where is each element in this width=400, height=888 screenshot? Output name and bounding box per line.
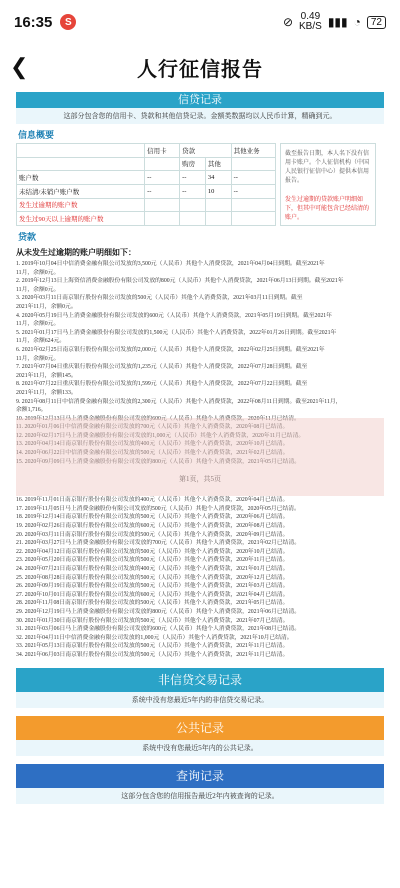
table-cell (231, 157, 275, 171)
loans-title: 贷款 (18, 232, 37, 242)
list-item: 24. 2020年07月21日南京银行股份有限公司发放的400元（人民币）其他个人消费贷款，2021年01月已结清。 (16, 566, 289, 572)
page-number: 第1页，共5页 (179, 475, 221, 484)
query-section-header: 查询记录 (16, 764, 384, 788)
credit-section-header: 信贷记录 (16, 92, 384, 108)
table-header-row (17, 144, 276, 158)
table-cell: 购房 (180, 157, 206, 171)
blurred-overlay (16, 418, 384, 496)
table-cell: 信用卡 (145, 144, 180, 158)
list-item: 11月，余额0元。 (16, 355, 60, 362)
summary-block (16, 143, 384, 226)
list-item: 11月，余额624元。 (16, 338, 66, 345)
list-item: 32. 2021年04月11日中信消费金融有限公司发放的1,000元（人民币）其他个人消费贷款，2021年10月已结清。 (16, 634, 293, 641)
table-cell: 其他 (205, 157, 231, 171)
list-item: 14. 2020年06月22日中信消费金融有限公司发放的500元（人民币）其他个人消费贷款，2021年02月已结清。 (16, 450, 289, 457)
summary-side-notes (280, 143, 376, 226)
loan-list-continued (16, 496, 384, 659)
list-item: 3. 2020年03月11日南京银行股份有限公司发放的500元（人民币）其他个人消费贷款，2021年03月11日到期。截至 (16, 295, 303, 302)
wifi-icon: ◔ (353, 15, 361, 29)
table-row (17, 198, 276, 212)
list-item: 15. 2020年09月09日马上消费金融股份有限公司发放的800元（人民币）其他个人消费贷款，2021年05月已结清。 (16, 458, 301, 465)
list-item: 18. 2019年12月14日南京银行股份有限公司发放的500元（人民币）其他个人消费贷款，2020年06月已结清。 (16, 514, 289, 521)
table-cell (145, 212, 180, 226)
list-item: 28. 2020年11月08日南京银行股份有限公司发放的500元（人民币）其他个人消费贷款，2021年05月已结清。 (16, 600, 289, 607)
table-cell: 发生过逾期的账户数 (17, 198, 145, 212)
table-cell (145, 157, 180, 171)
notification-icon: S (60, 14, 76, 30)
list-item: 11月，余额0元。 (16, 321, 60, 328)
list-item: 2021年11月，余额133。 (16, 389, 77, 396)
nav-bar (0, 44, 400, 90)
list-item: 33. 2021年05月13日南京银行股份有限公司发放的500元（人民币）其他个人消费贷款，2021年11月已结清。 (16, 643, 289, 650)
list-item: 25. 2020年08月28日南京银行股份有限公司发放的500元（人民币）其他个人消费贷款，2020年12月已结清。 (16, 574, 289, 581)
list-item: 34. 2021年06月03日南京银行股份有限公司发放的500元（人民币）其他个人消费贷款，2021年11月已结清。 (16, 651, 289, 658)
table-cell: 10 (205, 184, 231, 198)
list-item: 23. 2020年05月20日南京银行股份有限公司发放的500元（人民币）其他个人消费贷款，2020年11月已结清。 (16, 557, 289, 564)
list-item: 11月，余额0元。 (16, 269, 60, 276)
list-item: 26. 2020年09月19日南京银行股份有限公司发放的500元（人民币）其他个人消费贷款，2021年03月已结清。 (16, 583, 289, 590)
battery-icon: 72 (367, 16, 386, 29)
table-cell (205, 198, 231, 212)
network-speed-unit: KB/S (299, 21, 322, 32)
query-note: 这部分包含您的信用报告最近2年内被查询的记录。 (16, 788, 384, 804)
list-item: 11月，余额0元。 (16, 286, 60, 293)
table-row (17, 184, 276, 198)
list-item: 余额1,716。 (16, 407, 47, 414)
table-cell: 发生过90天以上逾期的账户数 (17, 212, 145, 226)
list-item: 17. 2019年11月05日马上消费金融股份有限公司发放的500元（人民币）其他个人消费贷款，2020年05月已结清。 (16, 505, 300, 512)
table-cell (231, 198, 275, 212)
table-cell: 贷款 (180, 144, 232, 158)
table-subheader-row (17, 157, 276, 171)
table-cell: -- (180, 171, 206, 185)
side-note: 截至报告日期，本人名下没有信用卡账户。个人征信机构（中国人民银行征信中心）提供本信用报告。 (285, 151, 370, 184)
clock: 16:35 (14, 13, 53, 31)
list-item: 21. 2020年03月27日马上消费金融股份有限公司发放的700元（人民币）其他个人消费贷款，2021年02月已结清。 (16, 540, 301, 547)
table-cell (180, 198, 206, 212)
table-row (17, 171, 276, 185)
table-cell (17, 144, 145, 158)
summary-table (16, 143, 276, 226)
list-item: 5. 2021年01月17日马上消费金融股份有限公司发放的1,500元（人民币）其他个人消费贷款，2022年01月26日到期。截至2021年 (16, 329, 337, 336)
signal-icon: ▮▮▮ (327, 15, 348, 29)
list-item: 7. 2021年07月04日重庆银行股份有限公司发放的1,235元（人民币）其他个人消费贷款，2022年07月28日到期。截至 (16, 364, 308, 371)
table-cell: 34 (205, 171, 231, 185)
list-item: 22. 2020年04月12日南京银行股份有限公司发放的500元（人民币）其他个人消费贷款，2020年10月已结清。 (16, 548, 289, 555)
table-cell: -- (145, 171, 180, 185)
list-item: 4. 2020年05月19日马上消费金融股份有限公司发放的600元（人民币）其他个人消费贷款，2021年05月19日到期。截至2021年 (16, 312, 332, 319)
table-cell: 未结清/未销户账户数 (17, 184, 145, 198)
back-icon[interactable]: ❮ (10, 54, 29, 79)
side-note: 发生过逾期的贷款账户明细如下，但其中可能包含已经结清的账户。 (285, 197, 370, 221)
table-cell (145, 198, 180, 212)
list-item: 29. 2020年12月19日马上消费金融股份有限公司发放的800元（人民币）其他个人消费贷款，2021年06月已结清。 (16, 608, 301, 615)
list-item: 2021年11月，余额145。 (16, 372, 77, 379)
list-item: 6. 2021年02月25日南京银行股份有限公司发放的2,000元（人民币）其他个人消费贷款，2022年02月25日到期。截至2021年 (16, 346, 325, 353)
list-item: 1. 2019年10月04日中信消费金融有限公司发放的3,500元（人民币）其他个人消费贷款，2021年04月04日到期。截至2021年 (16, 261, 325, 267)
page-title: 人行征信报告 (137, 58, 263, 81)
table-cell (17, 157, 145, 171)
summary-title: 信息概要 (18, 130, 55, 140)
table-cell: 账户数 (17, 171, 145, 185)
network-speed-value: 0.49 (300, 11, 321, 22)
dnd-icon: ⊘ (282, 15, 294, 29)
table-row (17, 212, 276, 226)
list-item: 13. 2020年04月14日南京银行股份有限公司发放的400元（人民币）其他个人消费贷款，2020年10月已结清。 (16, 441, 289, 448)
list-item: 12. 2020年02月17日马上消费金融股份有限公司发放的1,000元（人民币）其他个人消费贷款，2020年11月已结清。 (16, 432, 305, 439)
noncredit-note: 系统中没有您最近5年内的非信贷交易记录。 (16, 692, 384, 708)
list-item: 2021年11月，余额0元。 (16, 303, 77, 310)
list-item: 2. 2019年12月13日上海资信消费金融股份有限公司发放的800元（人民币）其他个人消费贷款，2021年06月13日到期。截至2021年 (16, 278, 344, 285)
network-speed (299, 12, 322, 32)
public-section-header: 公共记录 (16, 716, 384, 740)
table-cell: -- (145, 184, 180, 198)
list-item: 31. 2021年03月06日马上消费金融股份有限公司发放的600元（人民币）其他个人消费贷款，2021年08月已结清。 (16, 626, 301, 633)
table-cell: -- (231, 184, 275, 198)
list-item: 19. 2020年02月26日南京银行股份有限公司发放的600元（人民币）其他个人消费贷款，2020年08月已结清。 (16, 523, 289, 530)
table-cell (180, 212, 206, 226)
list-item: 8. 2021年07月22日重庆银行股份有限公司发放的1,599元（人民币）其他个人消费贷款，2022年07月22日到期。截至 (16, 381, 308, 388)
noncredit-section-header: 非信贷交易记录 (16, 668, 384, 692)
table-cell (205, 212, 231, 226)
list-item: 27. 2020年10月01日南京银行股份有限公司发放的600元（人民币）其他个人消费贷款，2021年04月已结清。 (16, 591, 289, 598)
list-item: 11. 2020年01月06日中信消费金融有限公司发放的700元（人民币）其他个人消费贷款，2020年08月已结清。 (16, 424, 289, 431)
list-item: 9. 2021年08月11日中信消费金融有限公司发放的2,300元（人民币）其他个人消费贷款，2022年08月11日到期。截至2021年11月， (16, 398, 342, 405)
table-cell (231, 212, 275, 226)
list-item: 30. 2021年01月30日南京银行股份有限公司发放的500元（人民币）其他个人消费贷款，2021年07月已结清。 (16, 617, 289, 624)
table-cell: -- (180, 184, 206, 198)
credit-section-note: 这部分包含您的信用卡、贷款和其他信贷记录。金额类数据均以人民币计算，精确到元。 (16, 108, 384, 124)
list-item: 10. 2019年12月13日马上消费金融股份有限公司发放的600元（人民币）其他个人消费贷款，2020年11月已结清。 (16, 415, 300, 422)
list-item: 20. 2020年03月11日南京银行股份有限公司发放的500元（人民币）其他个人消费贷款，2020年09月已结清。 (16, 531, 289, 538)
list-item: 16. 2019年11月01日南京银行股份有限公司发放的400元（人民币）其他个人消费贷款，2020年04月已结清。 (16, 497, 289, 504)
public-note: 系统中没有您最近5年内的公共记录。 (16, 740, 384, 756)
loans-detail-title: 从未发生过逾期的账户明细如下： (16, 248, 136, 257)
table-cell: -- (231, 171, 275, 185)
status-bar (0, 0, 400, 44)
table-cell: 其他业务 (231, 144, 275, 158)
